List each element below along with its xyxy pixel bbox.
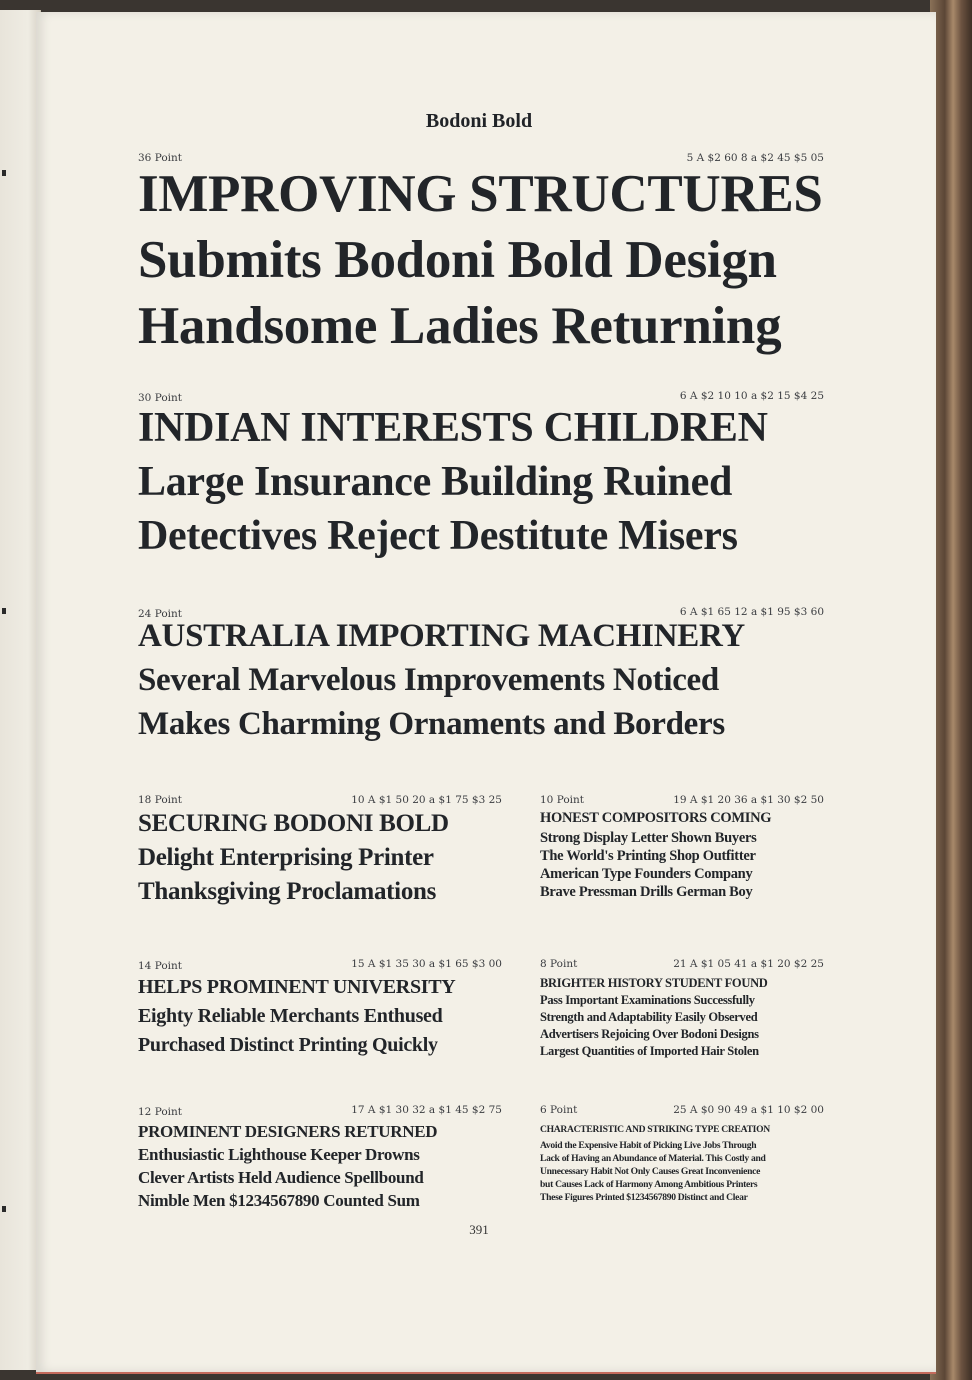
size-label: 18 Point: [138, 794, 182, 806]
specimen-line: Purchased Distinct Printing Quickly: [138, 1034, 438, 1056]
specimen-line: HONEST COMPOSITORS COMING: [540, 810, 772, 826]
specimen-line: BRIGHTER HISTORY STUDENT FOUND: [540, 976, 768, 990]
specimen-line: Handsome Ladies Returning: [138, 297, 782, 355]
specimen-line: Large Insurance Building Ruined: [138, 459, 732, 505]
specimen-line: Eighty Reliable Merchants Enthused: [138, 1005, 443, 1027]
specimen-line: Pass Important Examinations Successfully: [540, 993, 755, 1007]
margin-mark: [2, 170, 6, 176]
book-page-edges: [930, 0, 972, 1380]
price-label: 17 A $1 30 32 a $1 45 $2 75: [351, 1104, 502, 1116]
specimen-line: but Causes Lack of Harmony Among Ambitious Printers: [540, 1179, 758, 1190]
specimen-line: Detectives Reject Destitute Misers: [138, 513, 738, 559]
size-label: 10 Point: [540, 794, 584, 806]
specimen-line: AUSTRALIA IMPORTING MACHINERY: [138, 618, 745, 654]
price-label: 19 A $1 20 36 a $1 30 $2 50: [673, 794, 824, 806]
page-number: 391: [469, 1222, 489, 1237]
specimen-line: Strength and Adaptability Easily Observed: [540, 1010, 758, 1024]
size-label: 12 Point: [138, 1106, 182, 1118]
price-label: 10 A $1 50 20 a $1 75 $3 25: [351, 794, 502, 806]
specimen-page: [36, 12, 936, 1374]
size-label: 8 Point: [540, 958, 578, 970]
specimen-line: Avoid the Expensive Habit of Picking Live Jobs Through: [540, 1140, 757, 1151]
margin-mark: [2, 608, 6, 614]
specimen-line: Lack of Having an Abundance of Material. This Costly and: [540, 1153, 766, 1164]
page-title: Bodoni Bold: [425, 110, 533, 132]
specimen-line: Unnecessary Habit Not Only Causes Great Inconvenience: [540, 1166, 761, 1177]
price-label: 21 A $1 05 41 a $1 20 $2 25: [673, 958, 824, 970]
specimen-line: Delight Enterprising Printer: [138, 844, 434, 871]
specimen-line: Clever Artists Held Audience Spellbound: [138, 1168, 424, 1187]
specimen-line: IMPROVING STRUCTURES: [138, 165, 823, 223]
specimen-line: SECURING BODONI BOLD: [138, 810, 449, 837]
price-label: 25 A $0 90 49 a $1 10 $2 00: [673, 1104, 824, 1116]
specimen-line: Makes Charming Ornaments and Borders: [138, 706, 725, 742]
specimen-line: Nimble Men $1234567890 Counted Sum: [138, 1191, 420, 1210]
specimen-line: Enthusiastic Lighthouse Keeper Drowns: [138, 1145, 420, 1164]
specimen-line: Advertisers Rejoicing Over Bodoni Designs: [540, 1027, 759, 1041]
price-label: 5 A $2 60 8 a $2 45 $5 05: [686, 152, 824, 164]
size-label: 36 Point: [138, 152, 182, 164]
price-label: 6 A $2 10 10 a $2 15 $4 25: [679, 390, 824, 402]
size-label: 14 Point: [138, 960, 182, 972]
specimen-line: HELPS PROMINENT UNIVERSITY: [138, 976, 456, 998]
facing-page-edge: [0, 10, 41, 1370]
size-label: 24 Point: [138, 608, 182, 620]
price-label: 15 A $1 35 30 a $1 65 $3 00: [351, 958, 502, 970]
specimen-line: Largest Quantities of Imported Hair Stolen: [540, 1044, 759, 1058]
size-label: 30 Point: [138, 392, 182, 404]
specimen-line: The World's Printing Shop Outfitter: [540, 848, 756, 864]
margin-mark: [2, 1206, 6, 1212]
specimen-line: Thanksgiving Proclamations: [138, 878, 437, 905]
price-label: 6 A $1 65 12 a $1 95 $3 60: [679, 606, 824, 618]
specimen-line: CHARACTERISTIC AND STRIKING TYPE CREATION: [540, 1124, 770, 1135]
specimen-line: Strong Display Letter Shown Buyers: [540, 830, 757, 846]
size-label: 6 Point: [540, 1104, 578, 1116]
specimen-line: PROMINENT DESIGNERS RETURNED: [138, 1122, 438, 1141]
specimen-line: These Figures Printed $1234567890 Distinct and Clear: [540, 1192, 748, 1203]
specimen-line: Brave Pressman Drills German Boy: [540, 884, 753, 900]
specimen-line: Submits Bodoni Bold Design: [138, 231, 777, 289]
specimen-line: INDIAN INTERESTS CHILDREN: [138, 405, 768, 451]
specimen-line: Several Marvelous Improvements Noticed: [138, 662, 719, 698]
specimen-line: American Type Founders Company: [540, 866, 753, 882]
